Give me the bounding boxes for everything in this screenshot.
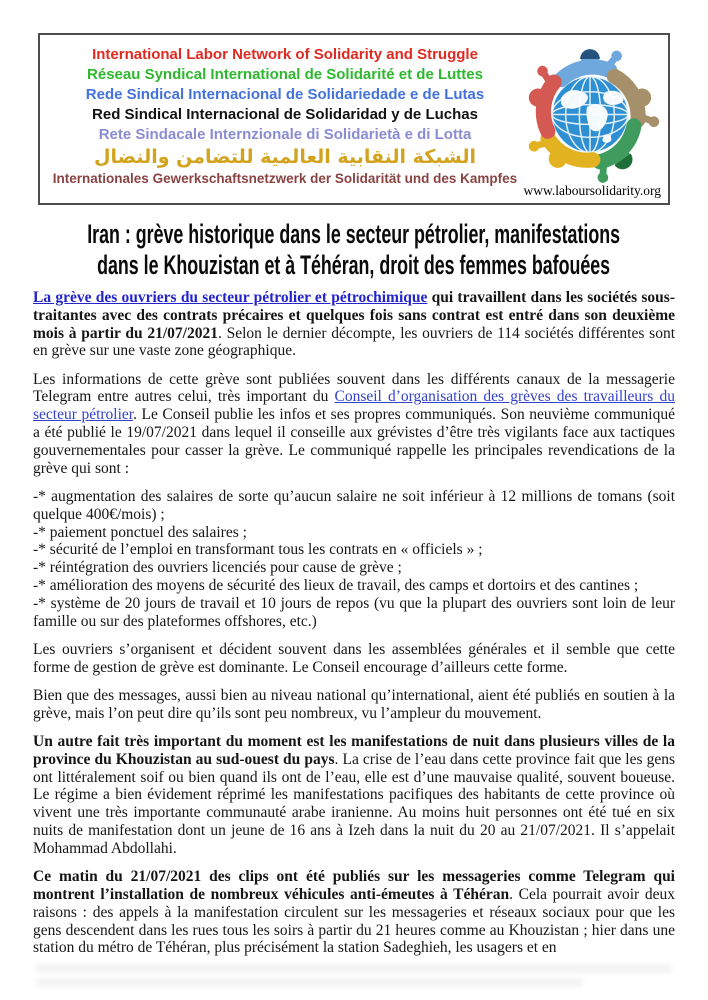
text-run: . Le Conseil publie les infos et ses propres communiqués. Son neuvième communiqué a été publié le 19/07/2021 dans lequel il conseille aux grévistes d’être très vigilants face aux tactiques gouvernementales pour casser la grève. Le communiqué rappelle les principales revendications de la grève qui sont : <box>33 406 675 477</box>
text-run: . Selon le dernier décompte, les ouvriers de 114 sociétés différentes sont en grève sur une vaste zone géographique. <box>33 324 675 360</box>
paragraph <box>33 371 675 478</box>
org-name-german: Internationales Gewerkschaftsnetzwerk der Solidarität und des Kampfes <box>52 171 518 186</box>
text-run: qui travaillent dans les sociétés sous-traitantes avec des contrats précaires et quelques fois sans contrat est entré dans son deuxième mois à partir du 21/07/2021 <box>33 289 675 342</box>
article-title <box>0 219 708 281</box>
globe-workers-logo-svg <box>512 37 668 189</box>
page-bleed-through <box>36 964 672 994</box>
demand-item: -* amélioration des moyens de sécurité des lieux de travail, des camps et dortoirs et des cantines ; <box>33 576 639 594</box>
text-run: Un autre fait très important du moment est les manifestations de nuit dans plusieurs villes de la province du Khouzistan au sud-ouest du pays <box>33 733 675 768</box>
paragraph <box>33 289 675 360</box>
text-run: . Cela pourrait avoir deux raisons : des appels à la manifestation circulent sur les messageries et réseaux sociaux pour que les gens descendent dans les rues tous les soirs à partir du 21 heures comme au Khouzistan ; hier dans une station du métro de Téhéran, plus précisément la station Sadeghieh, les usagers et en <box>33 885 675 957</box>
demands-list <box>33 488 675 630</box>
org-name-french: Réseau Syndical International de Solidarité et de Luttes <box>87 66 483 83</box>
org-name-portuguese: Rede Sindical Internacional de Solidariedade e de Lutas <box>85 86 485 103</box>
org-name-arabic: الشبكة النقابية العالمية للتضامن والنضال <box>94 146 476 168</box>
inline-link[interactable]: Conseil d’organisation des grèves des travailleurs du secteur pétrolier <box>33 388 675 424</box>
article-title-line: Iran : grève historique dans le secteur pétrolier, manifestations <box>87 219 621 249</box>
text-run: Les informations de cette grève sont publiées souvent dans les différents canaux de la messagerie Telegram entre autres celui, très important du <box>33 370 675 406</box>
paragraph <box>33 733 675 858</box>
article-body <box>33 289 675 968</box>
article-title-line: dans le Khouzistan et à Téhéran, droit des femmes bafouées <box>97 250 611 280</box>
demand-item: -* réintégration des ouvriers licenciés pour cause de grève ; <box>33 559 402 577</box>
website-url[interactable]: www.laboursolidarity.org <box>523 183 661 198</box>
globe-icon <box>552 77 628 153</box>
org-name-italian: Rete Sindacale Internzionale di Solidarietà e di Lotta <box>98 126 472 143</box>
bleed-line <box>36 978 583 987</box>
demand-item: -* paiement ponctuel des salaires ; <box>33 523 247 541</box>
org-header <box>38 33 670 205</box>
demand-item: -* système de 20 jours de travail et 10 jours de repos (vu que la plupart des ouvriers sont loin de leur famille ou sur des plateformes offshores, etc.) <box>33 594 675 630</box>
text-run: . La crise de l’eau dans cette province fait que les gens ont littéralement soif ou bien quand ils ont de l’eau, elle est d’une mauvaise qualité, souvent boueuse. Le régime a bien évidement réprimé les manifestations pacifiques des habitants de cette province où vivent une très importante communauté arabe iranienne. Au moins huit personnes ont été tué en six nuits de manifestation dont un jeune de 16 ans à Izeh dans la nuit du 20 au 21/07/2021. Il s’appelait Mohammad Abdollahi. <box>33 750 675 857</box>
inline-link[interactable]: La grève des ouvriers du secteur pétrolier et pétrochimique <box>33 289 428 306</box>
org-name-english: International Labor Network of Solidarity and Struggle <box>92 46 478 63</box>
demand-item: -* augmentation des salaires de sorte qu’aucun salaire ne soit inférieur à 12 millions de tomans (soit quelque 400€/mois) ; <box>33 487 675 523</box>
org-name-spanish: Red Sindical Internacional de Solidaridad y de Luchas <box>92 106 478 123</box>
paragraph <box>33 687 675 723</box>
globe-workers-logo <box>512 37 668 189</box>
text-run: Ce matin du 21/07/2021 des clips ont été publiés sur les messageries comme Telegram qui montrent l’installation de nombreux véhicules anti-émeutes à Téhéran <box>33 868 675 903</box>
text-run: Bien que des messages, aussi bien au niveau national qu’international, aient été publiés en soutien à la grève, mais l’on peut dire qu’ils sont peu nombreux, vu l’ampleur du mouvement. <box>33 686 675 722</box>
demand-item: -* sécurité de l’emploi en transformant tous les contrats en « officiels » ; <box>33 541 483 559</box>
paragraph <box>33 868 675 957</box>
bleed-line <box>36 964 672 973</box>
org-names <box>42 45 528 188</box>
paragraph <box>33 641 675 677</box>
text-run: Les ouvriers s’organisent et décident souvent dans les assemblées générales et il semble que cette forme de gestion de grève est dominante. Le Conseil encourage d’ailleurs cette forme. <box>33 640 675 676</box>
